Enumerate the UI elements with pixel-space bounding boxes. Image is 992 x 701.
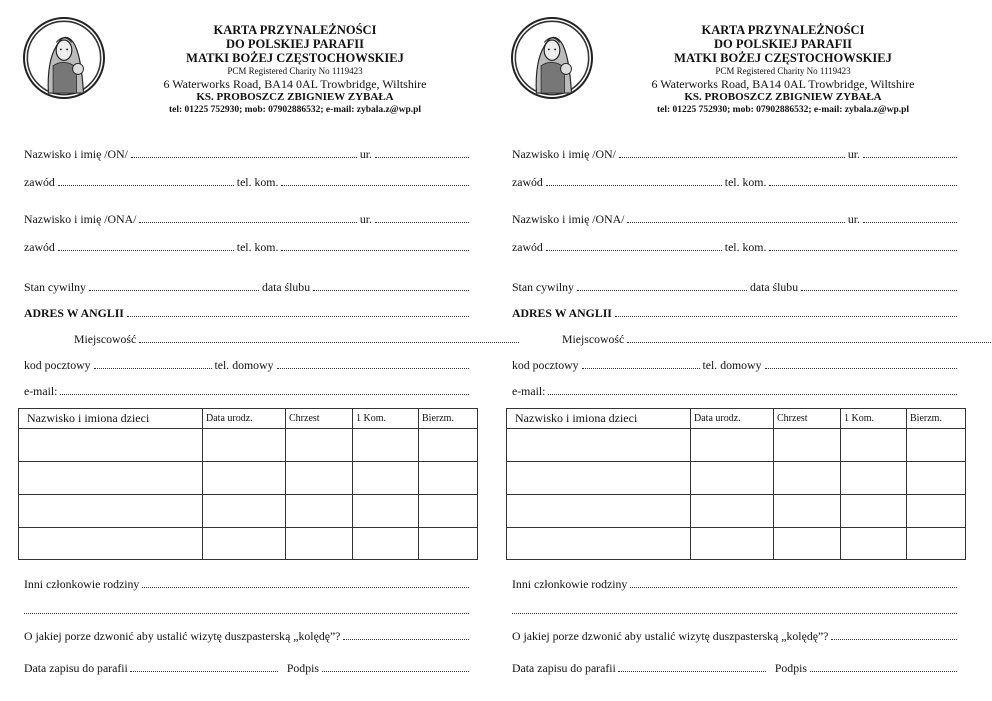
col-children-names: Nazwisko i imiona dzieci — [515, 411, 638, 425]
col-first-communion: 1 Kom. — [356, 413, 386, 424]
charity-number: PCM Registered Charity No 1119423 — [715, 66, 851, 76]
contact-line: tel: 01225 752930; mob: 07902886532; e-mail: zybala.z@wp.pl — [168, 105, 422, 115]
postcode-field[interactable]: kod pocztowy tel. domowy — [24, 357, 472, 373]
register-date-field[interactable]: Data zapisu do parafii Podpis — [24, 660, 472, 676]
name-on-field[interactable]: Nazwisko i imię /ON/ ur. — [24, 146, 472, 162]
contact-line: tel: 01225 752930; mob: 07902886532; e-mail: zybala.z@wp.pl — [656, 105, 910, 115]
town-field[interactable]: Miejscowość — [24, 331, 522, 347]
membership-card-left — [18, 0, 482, 701]
name-ona-field[interactable]: Nazwisko i imię /ONA/ ur. — [512, 211, 960, 227]
title-line-3: MATKI BOŻEJ CZĘSTOCHOWSKIEJ — [186, 51, 404, 65]
col-birth-date: Data urodz. — [694, 413, 741, 424]
col-birth-date: Data urodz. — [206, 413, 253, 424]
membership-card-right — [506, 0, 970, 701]
parish-priest: KS. PROBOSZCZ ZBIGNIEW ZYBAŁA — [196, 91, 394, 103]
title-line-2: DO POLSKIEJ PARAFII — [226, 37, 364, 51]
uk-address-field[interactable]: ADRES W ANGLII — [512, 305, 960, 321]
col-baptism: Chrzest — [289, 413, 320, 424]
register-date-field[interactable]: Data zapisu do parafii Podpis — [512, 660, 960, 676]
visit-time-field[interactable]: O jakiej porze dzwonić aby ustalić wizytę duszpasterską „kolędę”? — [24, 628, 472, 644]
children-table — [506, 408, 966, 560]
title-line-1: KARTA PRZYNALEŻNOŚCI — [213, 23, 377, 37]
other-members-field[interactable]: Inni członkowie rodziny — [24, 576, 472, 592]
postcode-field[interactable]: kod pocztowy tel. domowy — [512, 357, 960, 373]
col-first-communion: 1 Kom. — [844, 413, 874, 424]
madonna-icon — [23, 17, 105, 99]
parish-address: 6 Waterworks Road, BA14 0AL Trowbridge, Wiltshire — [651, 77, 915, 91]
marital-status-field[interactable]: Stan cywilny data ślubu — [24, 279, 472, 295]
card-header — [108, 24, 482, 118]
name-ona-field[interactable]: Nazwisko i imię /ONA/ ur. — [24, 211, 472, 227]
charity-number: PCM Registered Charity No 1119423 — [227, 66, 363, 76]
card-header — [596, 24, 970, 118]
town-field[interactable]: Miejscowość — [512, 331, 992, 347]
madonna-icon — [511, 17, 593, 99]
other-members-continued[interactable] — [512, 602, 960, 618]
marital-status-field[interactable]: Stan cywilny data ślubu — [512, 279, 960, 295]
children-table-header — [19, 409, 477, 429]
col-baptism: Chrzest — [777, 413, 808, 424]
title-line-3: MATKI BOŻEJ CZĘSTOCHOWSKIEJ — [674, 51, 892, 65]
parish-priest: KS. PROBOSZCZ ZBIGNIEW ZYBAŁA — [684, 91, 882, 103]
occupation-on-field[interactable]: zawód tel. kom. — [512, 174, 960, 190]
col-confirmation: Bierzm. — [910, 413, 942, 424]
children-table-header — [507, 409, 965, 429]
email-field[interactable]: e-mail: — [24, 383, 472, 399]
other-members-field[interactable]: Inni członkowie rodziny — [512, 576, 960, 592]
uk-address-field[interactable]: ADRES W ANGLII — [24, 305, 472, 321]
name-on-field[interactable]: Nazwisko i imię /ON/ ur. — [512, 146, 960, 162]
occupation-on-field[interactable]: zawód tel. kom. — [24, 174, 472, 190]
visit-time-field[interactable]: O jakiej porze dzwonić aby ustalić wizytę duszpasterską „kolędę”? — [512, 628, 960, 644]
other-members-continued[interactable] — [24, 602, 472, 618]
parish-address: 6 Waterworks Road, BA14 0AL Trowbridge, Wiltshire — [163, 77, 427, 91]
col-confirmation: Bierzm. — [422, 413, 454, 424]
occupation-ona-field[interactable]: zawód tel. kom. — [24, 239, 472, 255]
title-line-2: DO POLSKIEJ PARAFII — [714, 37, 852, 51]
occupation-ona-field[interactable]: zawód tel. kom. — [512, 239, 960, 255]
children-table — [18, 408, 478, 560]
email-field[interactable]: e-mail: — [512, 383, 960, 399]
title-line-1: KARTA PRZYNALEŻNOŚCI — [701, 23, 865, 37]
col-children-names: Nazwisko i imiona dzieci — [27, 411, 150, 425]
